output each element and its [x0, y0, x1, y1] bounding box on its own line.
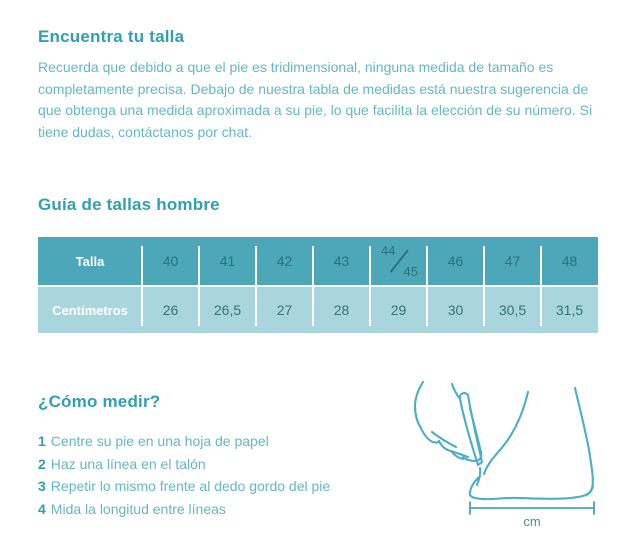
- foot-instep-line: [484, 392, 528, 474]
- column-divider: [198, 246, 200, 326]
- step-number: 2: [38, 455, 46, 472]
- pencil-tip-mark: [477, 468, 480, 485]
- cm-row-label: Centímetros: [52, 302, 128, 318]
- cm-cell: 30: [447, 302, 464, 318]
- step-item: [38, 453, 330, 476]
- foot-measure-illustration: [408, 378, 608, 538]
- size-cell: 48: [561, 253, 578, 269]
- step-item: [38, 430, 330, 453]
- size-cell: 42: [276, 253, 293, 269]
- size-cell: 43: [333, 253, 350, 269]
- column-divider: [540, 246, 542, 326]
- step-text: Haz una línea en el talón: [50, 455, 206, 472]
- hand-back-line: [415, 382, 423, 428]
- size-cell: 46: [447, 253, 464, 269]
- step-item: [38, 475, 330, 498]
- page-title: Encuentra tu talla: [38, 27, 185, 46]
- cm-cell: 28: [333, 302, 350, 318]
- cm-cell: 29: [390, 302, 407, 318]
- step-number: 4: [38, 500, 46, 517]
- step-text: Repetir lo mismo frente al dedo gordo del pie: [50, 478, 331, 494]
- cm-cell: 26,5: [213, 302, 242, 318]
- size-cell: 41: [219, 253, 236, 269]
- how-to-steps: [38, 430, 330, 520]
- cm-cell: 26: [162, 302, 179, 318]
- column-divider: [255, 246, 257, 326]
- foot-heel-line: [575, 388, 593, 495]
- how-to-heading: ¿Cómo medir?: [38, 392, 161, 411]
- size-guide-heading: Guía de tallas hombre: [38, 195, 220, 214]
- foot-sole-line: [470, 478, 593, 499]
- column-divider: [426, 246, 428, 326]
- cm-cell: 31,5: [555, 302, 584, 318]
- step-text: Mida la longitud entre líneas: [50, 500, 226, 517]
- hand-thumb-line: [432, 432, 456, 447]
- step-number: 3: [38, 478, 46, 494]
- column-divider: [483, 246, 485, 326]
- size-table: [38, 237, 598, 335]
- size-cell-bottom-value: 45: [403, 264, 418, 279]
- hand-index-finger-line: [463, 408, 481, 461]
- measure-unit-label: cm: [523, 514, 541, 529]
- column-divider: [141, 246, 143, 326]
- cm-cell: 27: [276, 302, 293, 318]
- size-cell-top-value: 44: [381, 243, 396, 258]
- cm-cell: 30,5: [498, 302, 527, 318]
- hand-wrist-line: [452, 384, 460, 399]
- size-cell: 40: [162, 253, 179, 269]
- size-row: [38, 237, 598, 285]
- size-cell: 47: [504, 253, 521, 269]
- step-text: Centre su pie en una hoja de papel: [50, 433, 269, 449]
- size-cell-44-45: [370, 237, 427, 285]
- step-number: 1: [38, 433, 46, 449]
- size-row-label: Talla: [75, 253, 105, 269]
- column-divider: [369, 246, 371, 326]
- intro-paragraph: Recuerda que debido a que el pie es tridimensional, ninguna medida de tamaño es completamente precisa. Debajo de nuestra tabla de medidas está nuestra sugerencia de que obtenga una medida aproximada a su pie, lo que facilita la elección de su número. Si tiene dudas, contáctanos por chat.: [38, 59, 593, 140]
- step-item: [38, 498, 330, 521]
- column-divider: [312, 246, 314, 326]
- cm-row: [38, 285, 598, 333]
